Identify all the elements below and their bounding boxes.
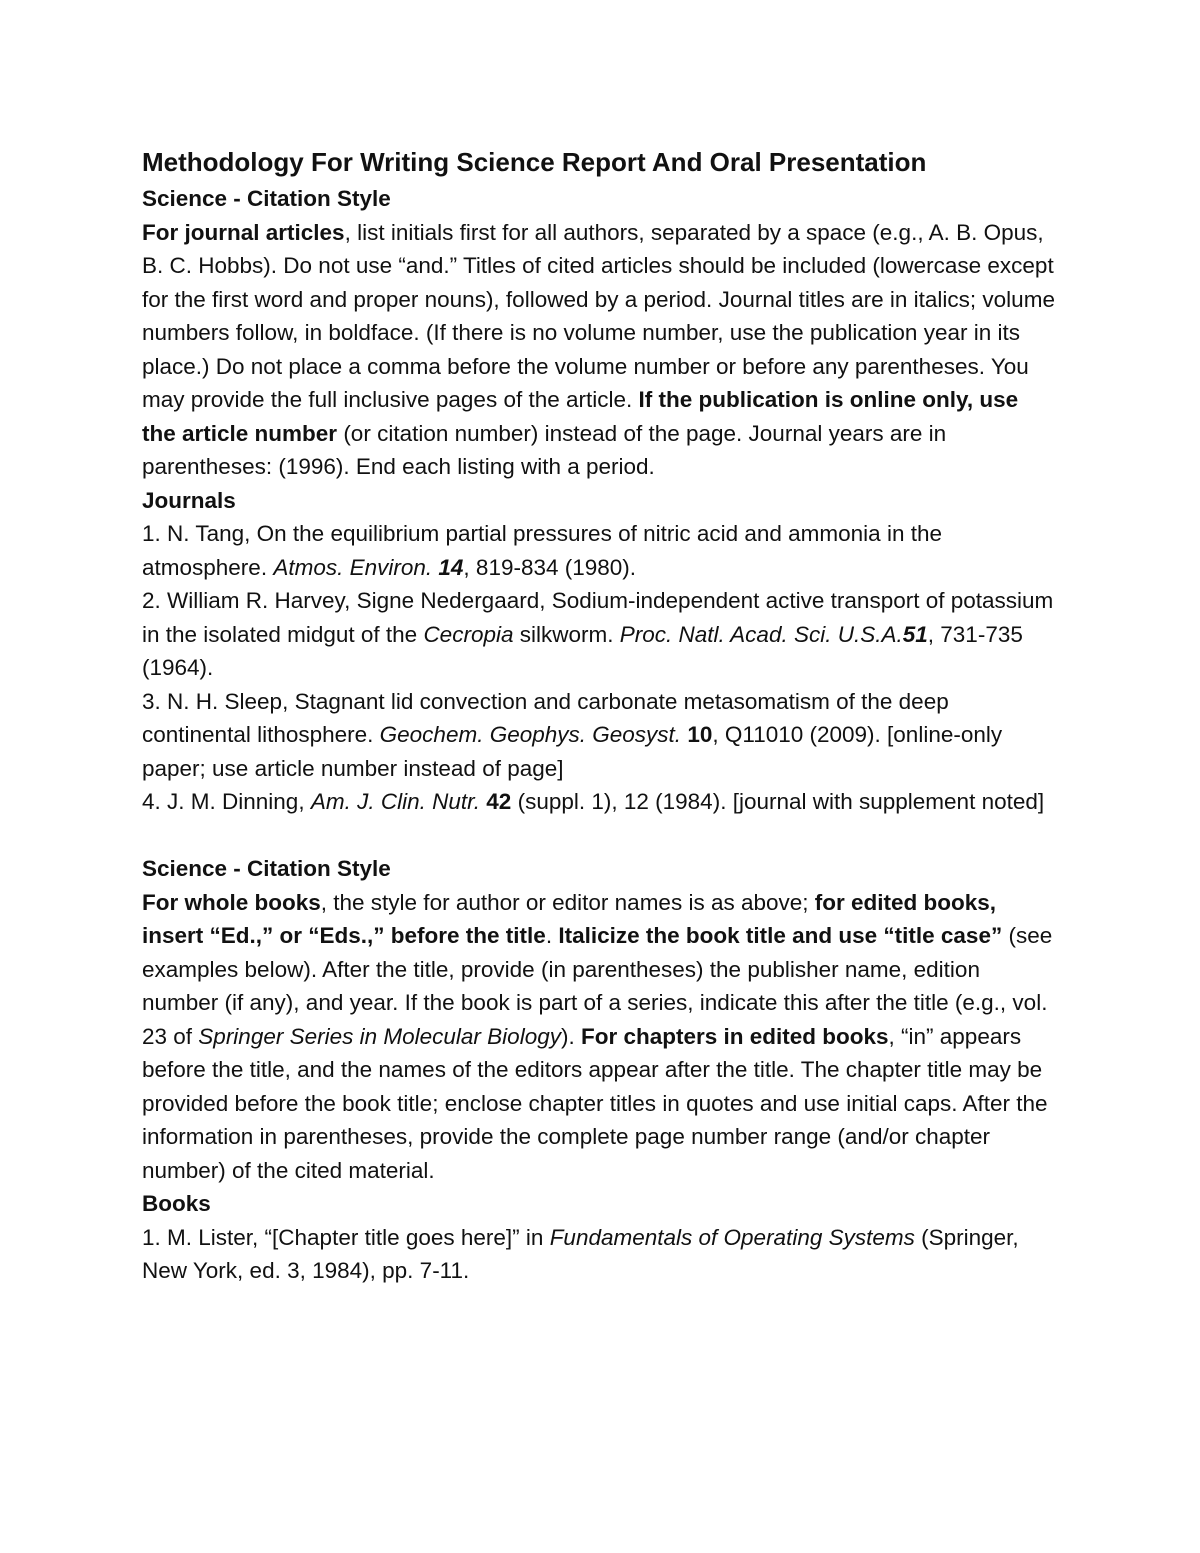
text-run: 1. M. Lister, “[Chapter title goes here]” in bbox=[142, 1224, 550, 1250]
text-run: Atmos. Environ. bbox=[273, 554, 439, 580]
text-run: 14 bbox=[438, 554, 464, 580]
text-run: Cecropia bbox=[423, 621, 514, 647]
text-run: For journal articles bbox=[142, 219, 345, 245]
book-guidelines-paragraph bbox=[142, 886, 1058, 1188]
text-run: 10 bbox=[687, 722, 713, 747]
journal-reference-item bbox=[142, 584, 1058, 685]
text-run: Springer Series in Molecular Biology bbox=[198, 1023, 561, 1049]
page-title: Methodology For Writing Science Report And Oral Presentation bbox=[142, 147, 927, 177]
text-run: Am. J. Clin. Nutr. bbox=[310, 789, 481, 814]
book-reference-item bbox=[142, 1221, 1058, 1288]
text-run: (or citation number) instead of the page. Journal years are in parentheses: (1996). End each listing with a period. bbox=[142, 420, 947, 479]
text-run: For whole books bbox=[142, 889, 321, 915]
journal-reference-item bbox=[142, 517, 1058, 584]
text-run: 51 bbox=[902, 621, 928, 647]
text-run: 4. J. M. Dinning, bbox=[142, 789, 311, 814]
text-run: Proc. Natl. Acad. Sci. U.S.A. bbox=[619, 621, 903, 647]
text-run: 3. N. H. Sleep, Stagnant lid convection and carbonate metasomatism of the deep continental lithosphere. bbox=[142, 688, 949, 747]
books-list-heading: Books bbox=[142, 1191, 211, 1216]
text-run: silkworm. bbox=[513, 621, 620, 647]
text-run: If the publication is online only, use the article number bbox=[142, 387, 1019, 446]
text-run: (Springer, New York, ed. 3, 1984), pp. 7-11. bbox=[142, 1224, 1019, 1283]
text-run: , the style for author or editor names is as above; bbox=[320, 889, 815, 915]
text-run: (see examples below). After the title, provide (in parentheses) the publisher name, edition number (if any), and year. If the book is part of a series, indicate this after the title (e.g., vol. 23 of bbox=[142, 923, 1053, 1049]
text-run: 42 bbox=[486, 789, 512, 814]
text-run: For chapters in edited books bbox=[580, 1023, 889, 1049]
text-run: 1. N. Tang, On the equilibrium partial pressures of nitric acid and ammonia in the atmosphere. bbox=[142, 521, 942, 580]
journal-reference-item bbox=[142, 685, 1058, 786]
text-run: , 819-834 (1980). bbox=[463, 554, 637, 580]
document-page bbox=[142, 142, 1058, 1288]
section-spacer bbox=[142, 819, 1058, 853]
text-run: Italicize the book title and use “title case” bbox=[558, 923, 1003, 948]
text-run: , Q11010 (2009). [online-only paper; use article number instead of page] bbox=[142, 722, 1003, 781]
text-run: Fundamentals of Operating Systems bbox=[549, 1224, 915, 1250]
text-run: (suppl. 1), 12 (1984). [journal with supplement noted] bbox=[511, 789, 1045, 814]
journal-reference-list bbox=[142, 517, 1058, 819]
text-run: for edited books, insert “Ed.,” or “Eds.,” before the title bbox=[142, 889, 997, 948]
text-run: ). bbox=[560, 1023, 581, 1049]
text-run: Geochem. Geophys. Geosyst. bbox=[379, 722, 682, 747]
text-run: , 731-735 (1964). bbox=[142, 621, 1023, 680]
text-run: . bbox=[545, 923, 559, 948]
journal-reference-item bbox=[142, 785, 1058, 819]
journal-section-heading: Science - Citation Style bbox=[142, 186, 391, 211]
journals-list-heading: Journals bbox=[142, 487, 236, 513]
text-run: , “in” appears before the title, and the names of the editors appear after the title. The chapter title may be provided before the book title; enclose chapter titles in quotes and use initial caps. After the information in parentheses, provide the complete page number range (and/or chapter number) of the cited material. bbox=[142, 1023, 1048, 1183]
text-run: 2. William R. Harvey, Signe Nedergaard, Sodium-independent active transport of potassium in the isolated midgut of the bbox=[142, 588, 1054, 647]
book-reference-list bbox=[142, 1221, 1058, 1288]
book-section-heading: Science - Citation Style bbox=[142, 856, 391, 881]
journal-guidelines-paragraph bbox=[142, 216, 1058, 484]
text-run: , list initials first for all authors, separated by a space (e.g., A. B. Opus, B. C. Hobbs). Do not use “and.” Titles of cited articles should be included (lowercase except for the first word and proper nouns), followed by a period. Journal titles are in italics; volume numbers follow, in boldface. (If there is no volume number, use the publication year in its place.) Do not place a comma before the volume number or before any parentheses. You may provide the full inclusive pages of the article. bbox=[142, 219, 1055, 412]
